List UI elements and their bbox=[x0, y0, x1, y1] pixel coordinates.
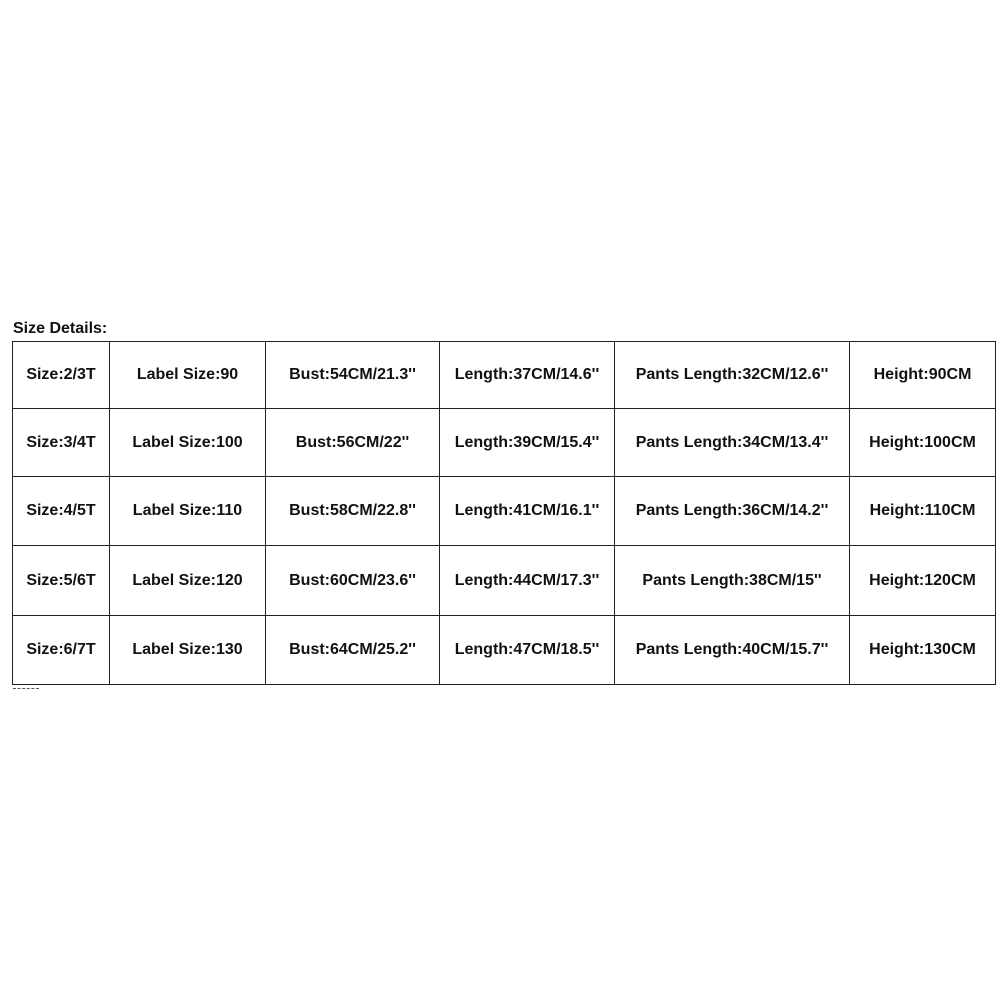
label-size-cell: Label Size:90 bbox=[110, 342, 266, 409]
table-row bbox=[13, 616, 996, 685]
length-cell: Length:44CM/17.3'' bbox=[440, 546, 615, 616]
pants-length-cell: Pants Length:34CM/13.4'' bbox=[615, 409, 850, 477]
table-row bbox=[13, 409, 996, 477]
pants-length-cell: Pants Length:36CM/14.2'' bbox=[615, 477, 850, 546]
height-cell: Height:110CM bbox=[850, 477, 996, 546]
size-cell: Size:2/3T bbox=[13, 342, 110, 409]
bust-cell: Bust:60CM/23.6'' bbox=[266, 546, 440, 616]
size-cell: Size:6/7T bbox=[13, 616, 110, 685]
height-cell: Height:90CM bbox=[850, 342, 996, 409]
bust-cell: Bust:58CM/22.8'' bbox=[266, 477, 440, 546]
size-chart-table bbox=[12, 341, 996, 685]
bust-cell: Bust:54CM/21.3'' bbox=[266, 342, 440, 409]
size-details-title: Size Details: bbox=[13, 320, 108, 337]
label-size-cell: Label Size:130 bbox=[110, 616, 266, 685]
height-cell: Height:130CM bbox=[850, 616, 996, 685]
height-cell: Height:120CM bbox=[850, 546, 996, 616]
table-row bbox=[13, 546, 996, 616]
table-row bbox=[13, 342, 996, 409]
label-size-cell: Label Size:100 bbox=[110, 409, 266, 477]
bust-cell: Bust:56CM/22'' bbox=[266, 409, 440, 477]
length-cell: Length:41CM/16.1'' bbox=[440, 477, 615, 546]
length-cell: Length:47CM/18.5'' bbox=[440, 616, 615, 685]
pants-length-cell: Pants Length:40CM/15.7'' bbox=[615, 616, 850, 685]
label-size-cell: Label Size:120 bbox=[110, 546, 266, 616]
height-cell: Height:100CM bbox=[850, 409, 996, 477]
pants-length-cell: Pants Length:38CM/15'' bbox=[615, 546, 850, 616]
pants-length-cell: Pants Length:32CM/12.6'' bbox=[615, 342, 850, 409]
table-row bbox=[13, 477, 996, 546]
size-cell: Size:3/4T bbox=[13, 409, 110, 477]
dashed-divider bbox=[13, 688, 39, 689]
length-cell: Length:37CM/14.6'' bbox=[440, 342, 615, 409]
length-cell: Length:39CM/15.4'' bbox=[440, 409, 615, 477]
label-size-cell: Label Size:110 bbox=[110, 477, 266, 546]
size-cell: Size:4/5T bbox=[13, 477, 110, 546]
bust-cell: Bust:64CM/25.2'' bbox=[266, 616, 440, 685]
size-cell: Size:5/6T bbox=[13, 546, 110, 616]
